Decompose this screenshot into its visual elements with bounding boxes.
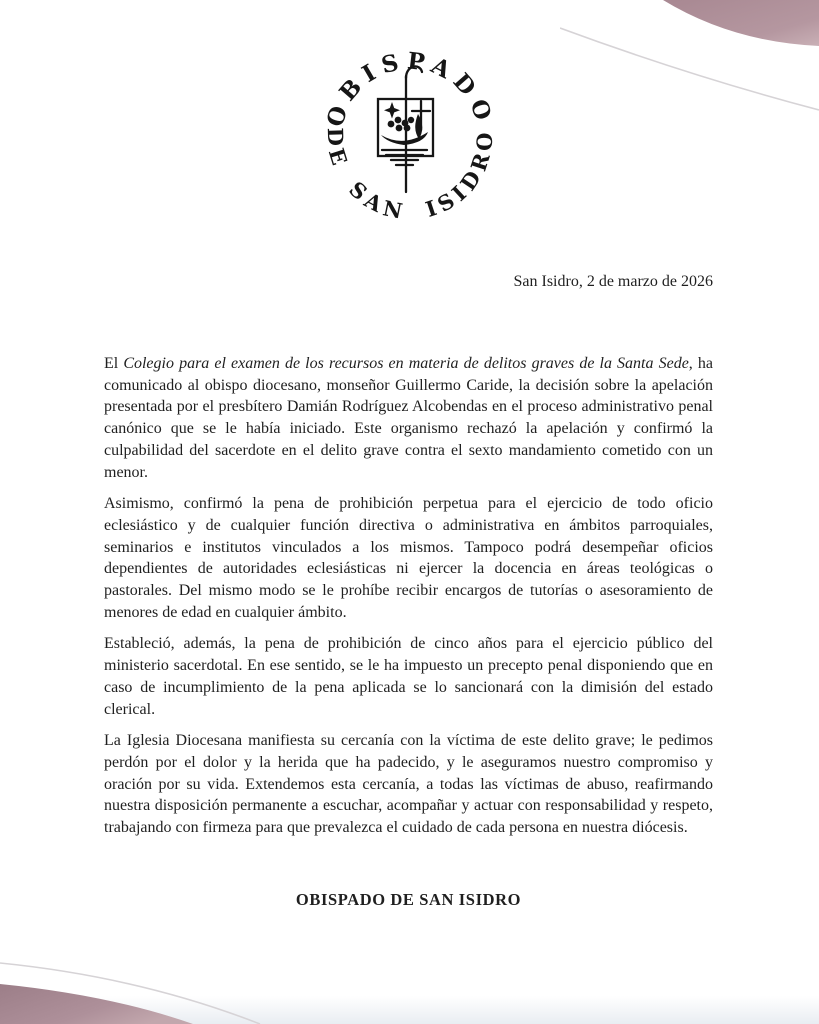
paragraph-rest: , ha comunicado al obispo diocesano, monseñor Guillermo Caride, la decisión sobre la apelación presentada por el presbítero Damián Rodríguez Alcobendas en el proceso administrativo penal canónico que se le había iniciado. Este organismo rechazó la apelación y confirmó la culpabilidad del sacerdote en el delito grave contra el sexto mandamiento cometido con un menor. bbox=[104, 354, 713, 481]
letter-body bbox=[104, 271, 713, 911]
bottom-edge-shade bbox=[0, 996, 819, 1024]
corner-decoration-bottom-left bbox=[0, 950, 270, 1024]
paragraph-decision bbox=[104, 353, 713, 484]
seal-ring-text-bottom: DE SAN ISIDRO bbox=[322, 127, 497, 225]
corner-decoration-top-right bbox=[560, 0, 819, 130]
date-line: San Isidro, 2 de marzo de 2026 bbox=[513, 273, 713, 290]
paragraph-five-year-penalty: Estableció, además, la pena de prohibición de cinco años para el ejercicio público del ministerio sacerdotal. En ese sentido, se le ha impuesto un precepto penal disponiendo que en caso de incumplimiento de la pena aplicada se lo sancionará con la dimisión del estado clerical. bbox=[104, 635, 713, 718]
paragraph-victim-support: La Iglesia Diocesana manifiesta su cercanía con la víctima de este delito grave; le pedimos perdón por el dolor y la herida que ha padecido, y le aseguramos nuestro compromiso y oración por su vida. Extendemos esta cercanía, a todas las víctimas de abuso, reafirmando nuestra disposición permanente a escuchar, acompañar y actuar con responsabilidad y respeto, trabajando con firmeza para que prevalezca el cuidado de cada persona en nuestra diócesis. bbox=[104, 732, 713, 837]
paragraph-prefix: El bbox=[104, 354, 124, 372]
seal-ring-text-top: OBISPADO bbox=[320, 47, 499, 131]
paragraph-perpetual-prohibition: Asimismo, confirmó la pena de prohibición perpetua para el ejercicio de todo oficio eclesiástico y de cualquier función directiva o administrativa en ámbitos parroquiales, seminarios e institutos vinculados a los mismos. Tampoco podrá desempeñar oficios dependientes de autoridades eclesiásticas ni ejercer la docencia en áreas teológicas o pastorales. Del mismo modo se le prohíbe recibir encargos de tutorías o asesoramiento de menores de edad en cualquier ámbito. bbox=[104, 495, 713, 622]
seal-emblem-icon bbox=[378, 66, 433, 192]
star-icon bbox=[384, 102, 400, 119]
vatican-body-citation: Colegio para el examen de los recursos en materia de delitos graves de la Santa Sede bbox=[123, 354, 689, 372]
signature-line: OBISPADO DE SAN ISIDRO bbox=[295, 890, 522, 910]
waves-icon bbox=[382, 150, 427, 165]
diocese-seal-logo bbox=[315, 42, 505, 232]
